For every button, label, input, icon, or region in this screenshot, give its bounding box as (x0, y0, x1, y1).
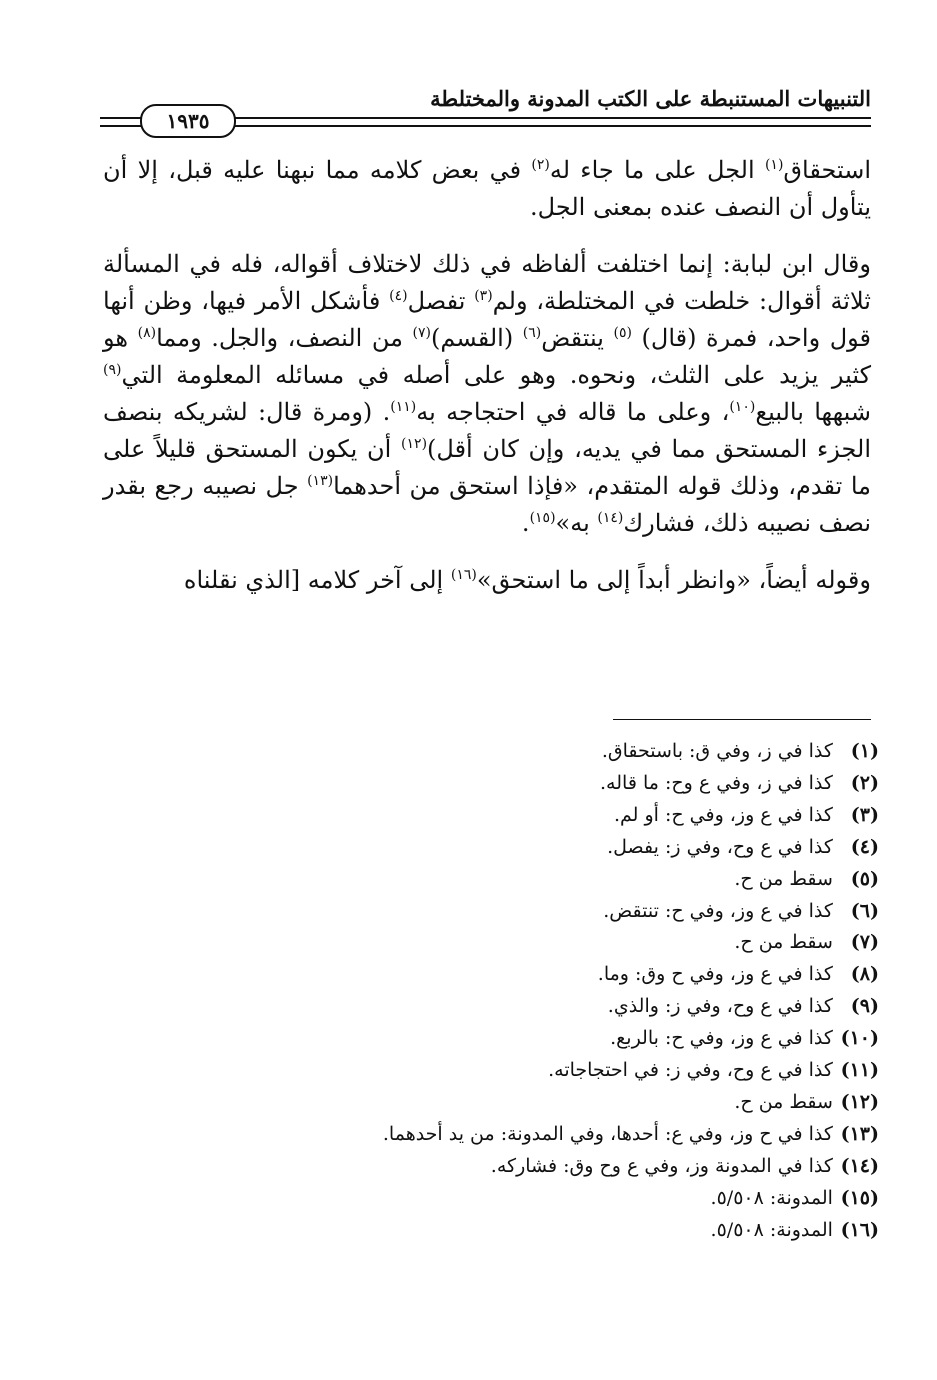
page-number-badge: ١٩٣٥ (140, 104, 236, 138)
footnote-number: (١) (850, 740, 879, 762)
footnote-number: (٢) (850, 771, 879, 794)
footnote-item (80, 927, 879, 959)
footnote-number: (١٤) (840, 1154, 879, 1177)
footnote-text: المدونة: ٥/٥٠٨. (710, 1186, 833, 1209)
footnote-number: (١٠) (840, 1027, 879, 1050)
footnote-number: (١٦) (840, 1218, 879, 1241)
footnote-ref: (١٣) (307, 473, 334, 489)
footnote-item (80, 1023, 879, 1055)
paragraph-2: وقال ابن لبابة: إنما اختلفت ألفاظه في ذلك لاختلاف أقواله، فله في المسألة ثلاثة أقوال: خلطت في المختلطة، ولم$^{(٣)}$ تفصل$^{(٤)}$ فأشكل الأمر فيها، وظن أنها قول واحد، فمرة (قال) $^{(٥)}$ ينتقض$^{(٦)}$ (القسم)$^{(٧)}$ من النصف، والجل. ومما$^{(٨)}$ هو كثير يزيد على الثلث، ونحوه. وهو على أصله في مسائله المعلومة التي$^{(٩)}$ شبهها بالبيع$^{(١٠)}$، وعلى ما قاله في احتجاجه به$^{(١١)}$. (ومرة قال: لشريكه بنصف الجزء المستحق مما في يديه، وإن كان أقل)$^{(١٢)}$ أن يكون المستحق قليلاً على ما تقدم، وذلك قوله المتقدم، «فإذا استحق من أحدهما$^{(١٣)}$ جل نصيبه رجع بقدر نصف نصيبه ذلك، فشارك$^{(١٤)}$ به»$^{(١٥)}$. (103, 250, 872, 537)
footnote-ref: (١) (764, 157, 784, 173)
footnote-ref: (١٤) (597, 510, 624, 526)
footnote-item (80, 959, 879, 991)
footnote-item (80, 832, 879, 864)
footnote-text: كذا في ع وح، وفي ز: والذي. (607, 995, 833, 1018)
footnote-item (80, 736, 879, 768)
footnote-number: (٦) (850, 899, 879, 922)
footnote-ref: (١٥) (529, 510, 556, 526)
footnote-item (80, 1119, 879, 1151)
footnote-text: كذا في ع وز، وفي ح: تنتقض. (603, 899, 833, 922)
footnote-text: كذا في ز، وفي ق: باستحقاق. (601, 740, 833, 762)
footnote-number: (٩) (850, 995, 879, 1018)
footnote-number: (٣) (850, 803, 879, 826)
footnotes-list (80, 736, 879, 1247)
running-header-title: التنبيهات المستنبطة على الكتب المدونة والمختلطة (430, 86, 871, 111)
footnote-number: (٧) (850, 931, 879, 954)
footnote-ref: (٣) (474, 288, 493, 304)
footnote-item (80, 1055, 879, 1087)
footnote-ref: (٦) (522, 325, 542, 341)
footnote-separator (613, 719, 871, 720)
paragraph-3: وقوله أيضاً، «وانظر أبداً إلى ما استحق»$^{(١٦)}$ إلى آخر كلامه [الذي نقلناه (183, 566, 871, 594)
footnote-number: (١٣) (840, 1122, 879, 1145)
footnote-item (80, 768, 879, 800)
footnote-text: كذا في ع وز، وفي ح: أو لم. (613, 803, 833, 826)
footnote-ref: (٧) (412, 325, 431, 341)
footnote-number: (٤) (850, 835, 879, 858)
footnote-number: (١٥) (840, 1186, 879, 1209)
main-text (103, 152, 871, 599)
footnote-number: (١١) (840, 1059, 879, 1082)
footnote-item (80, 1151, 879, 1183)
footnote-text: كذا في ع وح، وفي ز: يفصل. (607, 835, 833, 858)
footnote-item (80, 991, 879, 1023)
footnote-text: كذا في ز، وفي ع وح: ما قاله. (600, 771, 833, 794)
footnote-text: سقط من ح. (734, 931, 833, 954)
footnote-ref: (١١) (390, 399, 417, 415)
footnote-item (80, 896, 879, 928)
footnote-item (80, 800, 879, 832)
footnote-item (80, 1183, 879, 1215)
footnote-ref: (٥) (613, 325, 632, 341)
footnote-ref: (١٢) (401, 436, 428, 452)
footnote-text: كذا في ع وح، وفي ز: في احتجاجاته. (548, 1059, 833, 1082)
footnote-ref: (٤) (389, 288, 408, 304)
footnote-text: كذا في ع وز، وفي ح: بالربع. (610, 1027, 833, 1050)
footnote-text: سقط من ح. (734, 1090, 833, 1113)
footnote-ref: (١٦) (450, 567, 477, 583)
footnote-number: (٥) (850, 867, 879, 890)
footnote-ref: (٩) (103, 362, 122, 378)
footnote-ref: (١٠) (729, 399, 756, 415)
footnote-text: كذا في المدونة وز، وفي ع وح وق: فشاركه. (490, 1154, 833, 1177)
footnote-item (80, 1087, 879, 1119)
footnote-text: كذا في ع وز، وفي ح وق: وما. (597, 963, 833, 986)
footnote-ref: (٨) (137, 325, 157, 341)
paragraph-1: استحقاق$^{(١)}$ الجل على ما جاء له$^{(٢)}$ في بعض كلامه مما نبهنا عليه قبل، إلا أن يتأول أن النصف عنده بمعنى الجل. (103, 156, 872, 221)
footnote-text: سقط من ح. (734, 867, 833, 890)
footnote-text: كذا في ح وز، وفي ع: أحدها، وفي المدونة: من يد أحدهما. (382, 1122, 833, 1145)
footnote-item (80, 864, 879, 896)
footnote-text: المدونة: ٥/٥٠٨. (710, 1218, 833, 1241)
footnote-number: (٨) (850, 963, 879, 986)
footnote-ref: (٢) (531, 157, 550, 173)
footnote-number: (١٢) (840, 1090, 879, 1113)
footnote-item (80, 1215, 879, 1247)
